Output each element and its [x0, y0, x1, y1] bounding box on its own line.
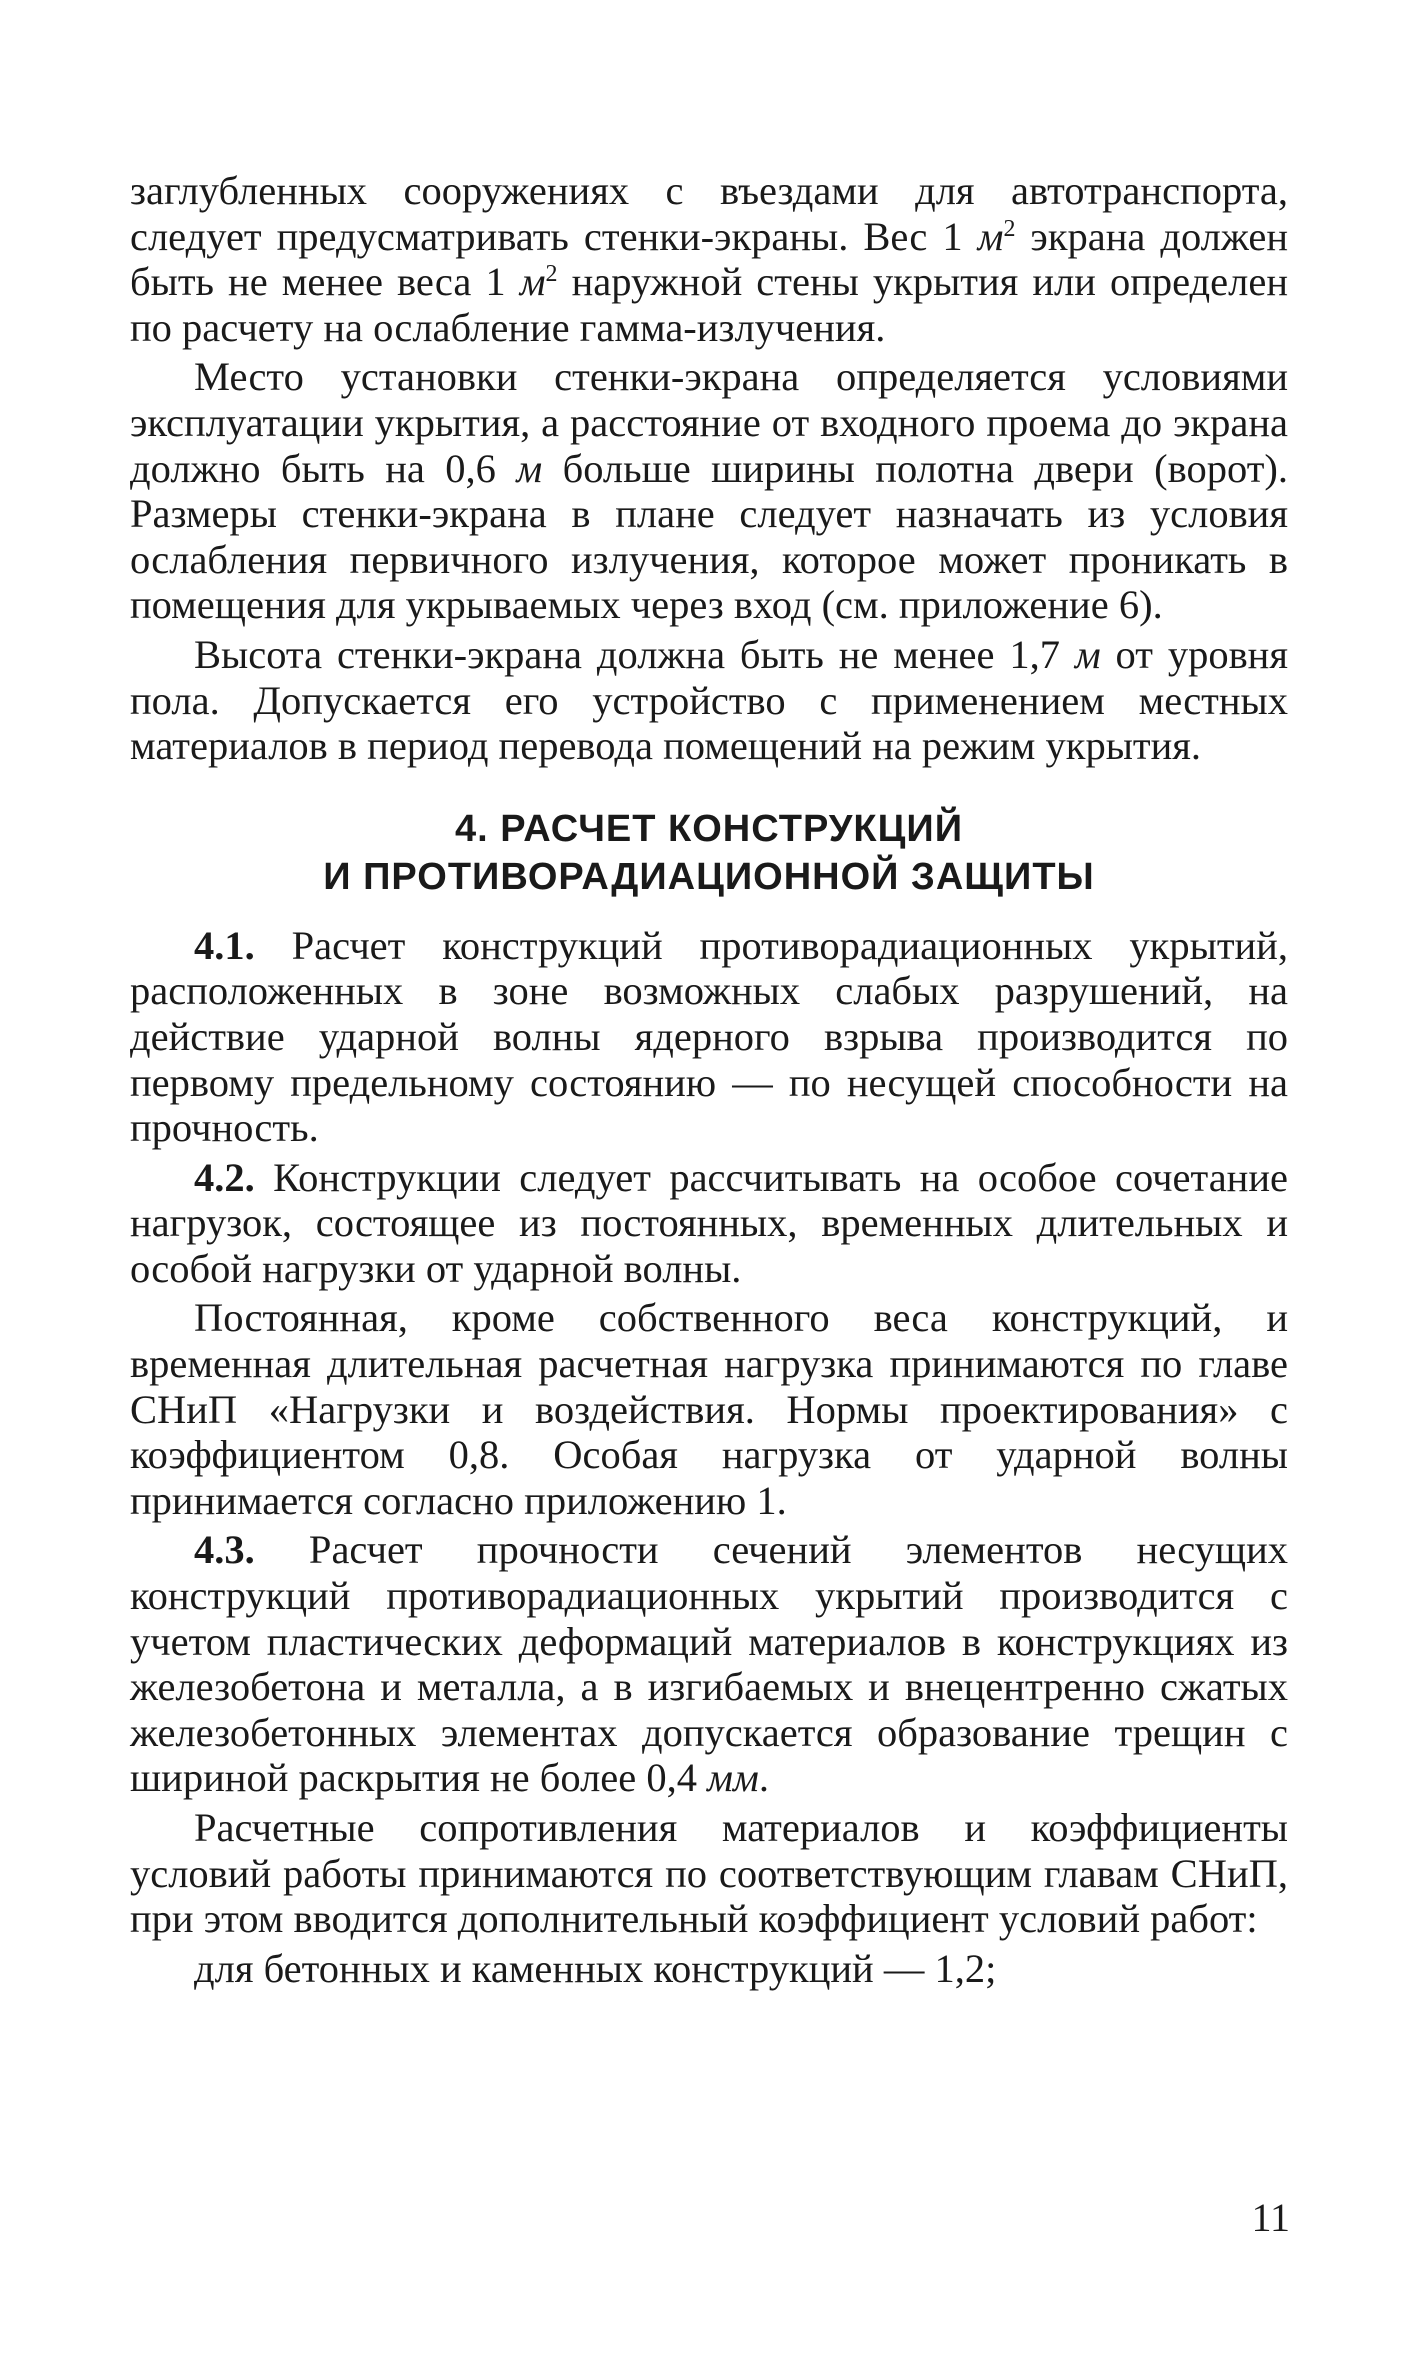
text-run: наружной стены укрытия или определен по расчету на ослабление гамма-излучения. [130, 259, 1288, 350]
page-number: 11 [1251, 2195, 1290, 2240]
text-run: Место установки стенки-экрана определяется условиями эксплуатации укрытия, а расстояние от входного проема до экрана должно быть на 0,6 [130, 354, 1288, 491]
clause-text: Конструкции следует рассчитывать на особое сочетание нагрузок, состоящее из постоянных, временных длительных и особой нагрузки от ударной волны. [130, 1154, 1288, 1291]
section-heading-line-1: 4. РАСЧЕТ КОНСТРУКЦИЙ [454, 807, 964, 850]
text-run: больше ширины полотна двери (ворот). Размеры стенки-экрана в плане следует назначать из условия ослабления первичного излучения, которое может проникать в помещения для укрываемых через вход (см. приложение 6). [130, 445, 1289, 628]
unit-symbol: м [977, 213, 1004, 259]
clause-4-3 [130, 1527, 1288, 1801]
paragraph-continuation [130, 168, 1288, 350]
clause-number: 4.1. [194, 922, 255, 968]
clause-4-2 [130, 1155, 1288, 1292]
unit-symbol: м [1074, 631, 1101, 677]
clause-4-3-paragraph-2: Расчетные сопротивления материалов и коэффициенты условий работы принимаются по соответствующим главам СНиП, при этом вводится дополнительный коэффициент условий работ: [130, 1805, 1288, 1942]
superscript: 2 [545, 261, 558, 288]
list-item: для бетонных и каменных конструкций — 1,2; [194, 1945, 997, 1991]
clause-text: Расчет конструкций противорадиационных укрытий, расположенных в зоне возможных слабых разрушений, на действие ударной волны ядерного взрыва производится по первому предельному состоянию — по несущей способности на прочность. [130, 922, 1288, 1151]
clause-4-1 [130, 923, 1288, 1151]
clause-4-2-paragraph-2: Постоянная, кроме собственного веса конструкций, и временная длительная расчетная нагрузка принимаются по главе СНиП «Нагрузки и воздействия. Нормы проектирования» с коэффициентом 0,8. Особая нагрузка от ударной волны принимается согласно приложению 1. [130, 1295, 1288, 1523]
section-heading [130, 805, 1288, 901]
clause-text: . [758, 1755, 769, 1801]
paragraph-screen-placement [130, 354, 1288, 628]
unit-symbol: м [516, 445, 543, 491]
superscript: 2 [1003, 215, 1016, 242]
page-body [130, 168, 1288, 1991]
clause-text: Расчет прочности сечений элементов несущих конструкций противорадиационных укрытий производится с учетом пластических деформаций материалов в конструкциях из железобетона и металла, а в изгибаемых и внецентренно сжатых железобетонных элементах допускается образование трещин с шириной раскрытия не более 0,4 [130, 1527, 1288, 1801]
paragraph-screen-height [130, 632, 1288, 769]
text-run: заглубленных сооружениях с въездами для автотранспорта, следует предусматривать стенки-экраны. Вес 1 [130, 168, 1288, 259]
text-run: экрана должен быть не менее веса 1 [130, 213, 1288, 305]
section-heading-line-2: И ПРОТИВОРАДИАЦИОННОЙ ЗАЩИТЫ [323, 855, 1095, 898]
clause-number: 4.3. [194, 1527, 255, 1573]
unit-symbol: мм [707, 1755, 759, 1801]
text-run: Высота стенки-экрана должна быть не менее 1,7 [194, 631, 1075, 677]
text-run: от уровня пола. Допускается его устройство с применением местных материалов в период перевода помещений на режим укрытия. [130, 631, 1288, 769]
unit-symbol: м [519, 259, 546, 305]
clause-number: 4.2. [194, 1154, 255, 1200]
